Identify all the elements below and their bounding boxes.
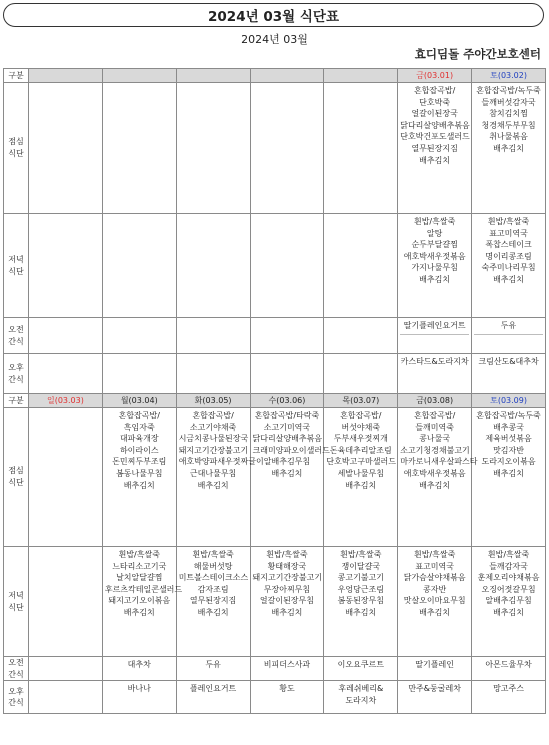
menu-item: 후르츠칵테일콘샐러드 [104,584,183,594]
menu-item: 해물버섯탕 [193,561,233,571]
menu-item: 폭찹스테이크 [485,240,532,250]
menu-item: 소고기청경채불고기 [400,445,470,455]
week2-am_snack-cell [324,657,398,681]
week1-header-row [4,69,546,83]
week1-dinner-cell [29,214,103,318]
week2-am_snack-label [4,657,29,681]
week2-day-header: 화(03.05) [176,394,250,408]
menu-table [3,68,546,714]
menu-title-text: 2024년 03월 식단표 [208,9,339,25]
week1-dinner-row [4,214,546,318]
menu-item: 날치알달걀찜 [116,573,163,583]
week2-gubun-label-text: 구분 [8,395,24,405]
menu-item: 배추김치 [197,607,229,617]
menu-item: 봄동된장무침 [337,596,384,606]
menu-item: 돈민찌두부조림 [112,457,167,467]
week2-am_snack-cell [176,657,250,681]
week2-am_snack-cell [102,657,176,681]
menu-item: 콩고기불고기 [337,573,384,583]
menu-item: 닭다리살양배추볶음 [400,120,470,130]
week1-am_snack-cell [250,318,324,354]
week2-lunch-cell [324,408,398,547]
week1-lunch-label [4,83,29,214]
menu-item: 단호박건포도샐러드 [400,132,470,142]
menu-item: 가지나물무침 [411,263,458,273]
snack-item: 카스타드&도라지차 [400,357,469,366]
week2-am_snack-row [4,657,546,681]
menu-item: 근대나물무침 [189,468,237,478]
menu-item: 참치김치찜 [489,109,528,119]
week2-am_snack-label-text: 오전 간식 [8,658,24,679]
snack-item: 크림산도&대추차 [478,357,539,366]
menu-item: 혼합잡곡밥/흑임자죽 [118,411,160,432]
menu-item: 배추김치 [419,480,451,490]
week1-pm_snack-cell [29,354,103,394]
menu-item: 소고기미역국 [263,422,311,432]
menu-item: 배추김치 [345,480,377,490]
menu-item: 애호박양파새우젓짜글이 [178,457,264,467]
snack-item: 만주&둥굴레차 [408,684,461,694]
menu-item: 알배추김무침 [485,596,532,606]
week1-dinner-cell [324,214,398,318]
week1-day-header [324,69,398,83]
menu-item: 느타리소고기국 [112,561,167,571]
menu-item: 황태해장국 [267,561,307,571]
menu-item: 크래미양파오이샐러드 [252,445,330,455]
week2-am_snack-cell [472,657,546,681]
week2-pm_snack-row [4,681,546,714]
week2-lunch-cell [102,408,176,547]
week2-lunch-cell [29,408,103,547]
week2-pm_snack-cell [102,681,176,714]
menu-item: 표고미역국 [415,561,454,571]
week2-dinner-cell [398,547,472,657]
menu-item: 흰밥/흑쌀죽 [487,550,530,559]
menu-item: 배추김치 [493,143,524,153]
menu-item: 봄동나물무침 [116,468,163,478]
week1-pm_snack-cell [102,354,176,394]
snack-item: 후레쉬베리&도라지차 [338,684,384,705]
menu-item: 배추김치 [123,607,155,617]
snack-item: 망고주스 [493,684,524,694]
week2-day-header: 목(03.07) [324,394,398,408]
week2-day-header: 월(03.04) [102,394,176,408]
week2-lunch-cell [398,408,478,547]
snack-item: 이오요쿠르트 [337,660,384,669]
week1-day-header [176,69,250,83]
week1-lunch-cell [102,83,176,214]
week2-lunch-row [4,408,546,547]
menu-item: 애호박새우젓볶음 [403,468,466,478]
week2-pm_snack-label-text: 오후 간식 [8,686,24,708]
week2-dinner-cell [102,547,183,657]
week1-pm_snack-cell [472,354,546,394]
week2-am_snack-cell [250,657,324,681]
menu-item: 훈제오리야채볶음 [477,573,540,583]
week2-dinner-row [4,547,546,657]
week1-day-header [29,69,103,83]
snack-item: 아몬드율무차 [485,660,532,669]
menu-item: 콩나물국 [419,434,451,444]
menu-item: 얼갈이된장국 [411,109,458,119]
week1-am_snack-row [4,318,546,354]
menu-item: 청경채두부무침 [481,120,536,130]
menu-item: 취나물볶음 [489,132,528,142]
week1-lunch-row [4,83,546,214]
week2-dinner-cell [250,547,324,657]
snack-item: 두유 [500,321,517,330]
menu-item: 흰밥/흑쌀죽 [118,550,160,559]
week1-pm_snack-cell [324,354,398,394]
menu-item: 혼합잡곡밥/단호박죽 [413,86,456,107]
week2-pm_snack-cell [250,681,324,714]
week2-pm_snack-cell [324,681,398,714]
menu-item: 돼지고기오이볶음 [108,596,171,606]
menu-item: 단호박고구마샐러드 [326,457,396,467]
week1-am_snack-label [4,318,29,354]
menu-item: 흰밥/흑쌀죽 [413,217,456,226]
menu-item: 배추김치 [197,480,229,490]
menu-item: 배추김치 [493,468,524,478]
week1-lunch-cell [472,83,546,214]
menu-item: 감자조림 [197,584,229,594]
menu-item: 돈육데추리알조림 [329,445,392,455]
menu-item: 혼합잡곡밥/타락죽 [254,411,320,420]
menu-item: 배추김치 [493,274,524,284]
week2-day-header: 수(03.06) [250,394,324,408]
week2-pm_snack-cell [472,681,546,714]
menu-item: 흰밥/흑쌀죽 [413,550,456,559]
menu-item: 제육버섯볶음 [485,434,532,444]
week1-am_snack-cell [102,318,176,354]
snack-item: 대추차 [127,660,151,669]
menu-item: 명이리콩조림 [485,251,532,261]
cell-divider [474,334,543,335]
menu-item: 닭다리살양배추볶음 [252,434,323,444]
week1-dinner-cell [176,214,250,318]
menu-item: 두부새우젓찌개 [333,434,388,444]
week1-am_snack-label-text: 오전 간식 [8,324,24,346]
menu-item: 돼지고기간장불고기 [178,445,249,455]
menu-item: 순두부달걀찜 [411,240,458,250]
week1-pm_snack-label-text: 오후 간식 [8,362,24,384]
menu-item: 열무된장지짐 [189,596,237,606]
menu-item: 혼합잡곡밥/녹두죽 [476,411,541,420]
snack-item: 비피더스사과 [263,660,311,669]
week1-lunch-cell [324,83,398,214]
week1-day-header: 토(03.02) [472,69,546,83]
menu-item: 대파육개장 [119,434,159,444]
week2-dinner-label [4,547,29,657]
menu-item: 배추김치 [271,607,303,617]
week2-dinner-cell [29,547,103,657]
menu-item: 오징어젓갈무침 [481,584,536,594]
menu-item: 혼합잡곡밥/들깨미역죽 [413,411,456,432]
week1-am_snack-cell [324,318,398,354]
week2-day-header: 토(03.09) [472,394,546,408]
snack-item: 바나나 [127,684,151,694]
menu-item: 배추김치 [345,607,377,617]
week2-pm_snack-cell [176,681,250,714]
week2-lunch-label-text: 점심 식단 [8,466,24,487]
week1-pm_snack-label [4,354,29,394]
week2-day-header: 일(03.03) [29,394,103,408]
menu-title [3,3,544,27]
menu-item: 숙주미나리무침 [481,263,536,273]
week1-lunch-cell [250,83,324,214]
menu-item: 알배추김무침 [263,457,311,467]
week1-dinner-label [4,214,29,318]
week1-pm_snack-cell [250,354,324,394]
menu-item: 하이라이스 [119,445,159,455]
menu-item: 열무된장지짐 [411,143,458,153]
cell-divider [400,334,469,335]
menu-item: 배추김치 [419,274,451,284]
week1-dinner-cell [250,214,324,318]
snack-item: 두유 [205,660,221,669]
week1-lunch-label-text: 점심 식단 [8,137,24,158]
week1-dinner-label-text: 저녁 식단 [8,254,24,276]
week2-lunch-cell [250,408,330,547]
menu-item: 혼합잡곡밥/녹두죽 [476,86,541,95]
snack-item: 딸기플레인 [415,660,454,669]
menu-item: 맛살오이마요무침 [403,596,466,606]
menu-item: 우엉당근조림 [337,584,384,594]
menu-item: 시금치콩나물된장국 [178,434,249,444]
menu-item: 들깨버섯감자국 [481,97,536,107]
snack-item: 황도 [279,684,295,694]
week1-lunch-cell [176,83,250,214]
week1-day-header [250,69,324,83]
menu-item: 흰밥/흑쌀죽 [192,550,234,559]
menu-item: 미트볼스테이크소스 [178,573,249,583]
menu-item: 애호박새우젓볶음 [403,251,466,261]
week1-gubun-label [4,69,29,83]
week2-dinner-cell [472,547,546,657]
menu-item: 닭가슴살야채볶음 [403,573,466,583]
week2-dinner-cell [176,547,250,657]
week2-pm_snack-label [4,681,29,714]
menu-item: 얼갈이된장무침 [259,596,314,606]
menu-item: 혼합잡곡밥/소고기야채죽 [189,411,237,432]
week2-header-row [4,394,546,408]
week2-gubun-label [4,394,29,408]
menu-item: 돼지고기간장불고기 [252,573,323,583]
week2-lunch-label [4,408,29,547]
week1-am_snack-cell [398,318,472,354]
menu-item: 콩자반 [423,584,447,594]
week1-lunch-cell [398,83,472,214]
week1-dinner-cell [398,214,472,318]
menu-item: 맛김자반 [493,445,524,455]
week2-day-header: 금(03.08) [398,394,472,408]
menu-item: 쟁이달걀국 [341,561,381,571]
week2-lunch-cell [472,408,546,547]
week1-dinner-cell [472,214,546,318]
week1-am_snack-cell [472,318,546,354]
week2-pm_snack-cell [29,681,103,714]
menu-item: 흰밥/흑쌀죽 [266,550,308,559]
week1-pm_snack-cell [176,354,250,394]
week1-day-header [102,69,176,83]
week2-lunch-cell [176,408,264,547]
menu-item: 흰밥/흑쌀죽 [487,217,530,226]
week2-pm_snack-cell [398,681,472,714]
week1-pm_snack-row [4,354,546,394]
menu-item: 혼합잡곡밥/버섯야채죽 [340,411,382,432]
menu-item: 배추김치 [419,607,451,617]
menu-item: 흰밥/흑쌀죽 [340,550,382,559]
week1-gubun-label-text: 구분 [8,70,24,80]
menu-item: 도라지오이볶음 [481,457,536,467]
menu-item: 배추콩국 [493,422,524,432]
menu-table-body [4,69,546,714]
menu-item: 배추김치 [271,468,303,478]
week2-dinner-cell [324,547,398,657]
snack-item: 플레인요거트 [189,684,237,694]
week2-am_snack-cell [29,657,103,681]
week1-pm_snack-cell [398,354,472,394]
week2-dinner-label-text: 저녁 식단 [8,590,24,612]
week2-am_snack-cell [398,657,472,681]
menu-item: 배추김치 [419,155,451,165]
week1-am_snack-cell [29,318,103,354]
menu-item: 들깨감자국 [489,561,528,571]
week1-am_snack-cell [176,318,250,354]
menu-item: 알탕 [426,228,443,238]
menu-item: 마카로니새우살파스타 [400,457,478,467]
center-name: 효디딤돌 주야간보호센터 [414,47,541,61]
menu-item: 무장아찌무침 [263,584,311,594]
snack-item: 딸기플레인요거트 [403,321,466,330]
menu-item: 표고미역국 [489,228,528,238]
week1-dinner-cell [102,214,176,318]
menu-item: 배추김치 [123,480,155,490]
menu-item: 배추김치 [493,607,524,617]
month-subtitle: 2024년 03월 [241,33,308,46]
week1-day-header: 금(03.01) [398,69,472,83]
week1-lunch-cell [29,83,103,214]
menu-item: 세발나물무침 [337,468,384,478]
